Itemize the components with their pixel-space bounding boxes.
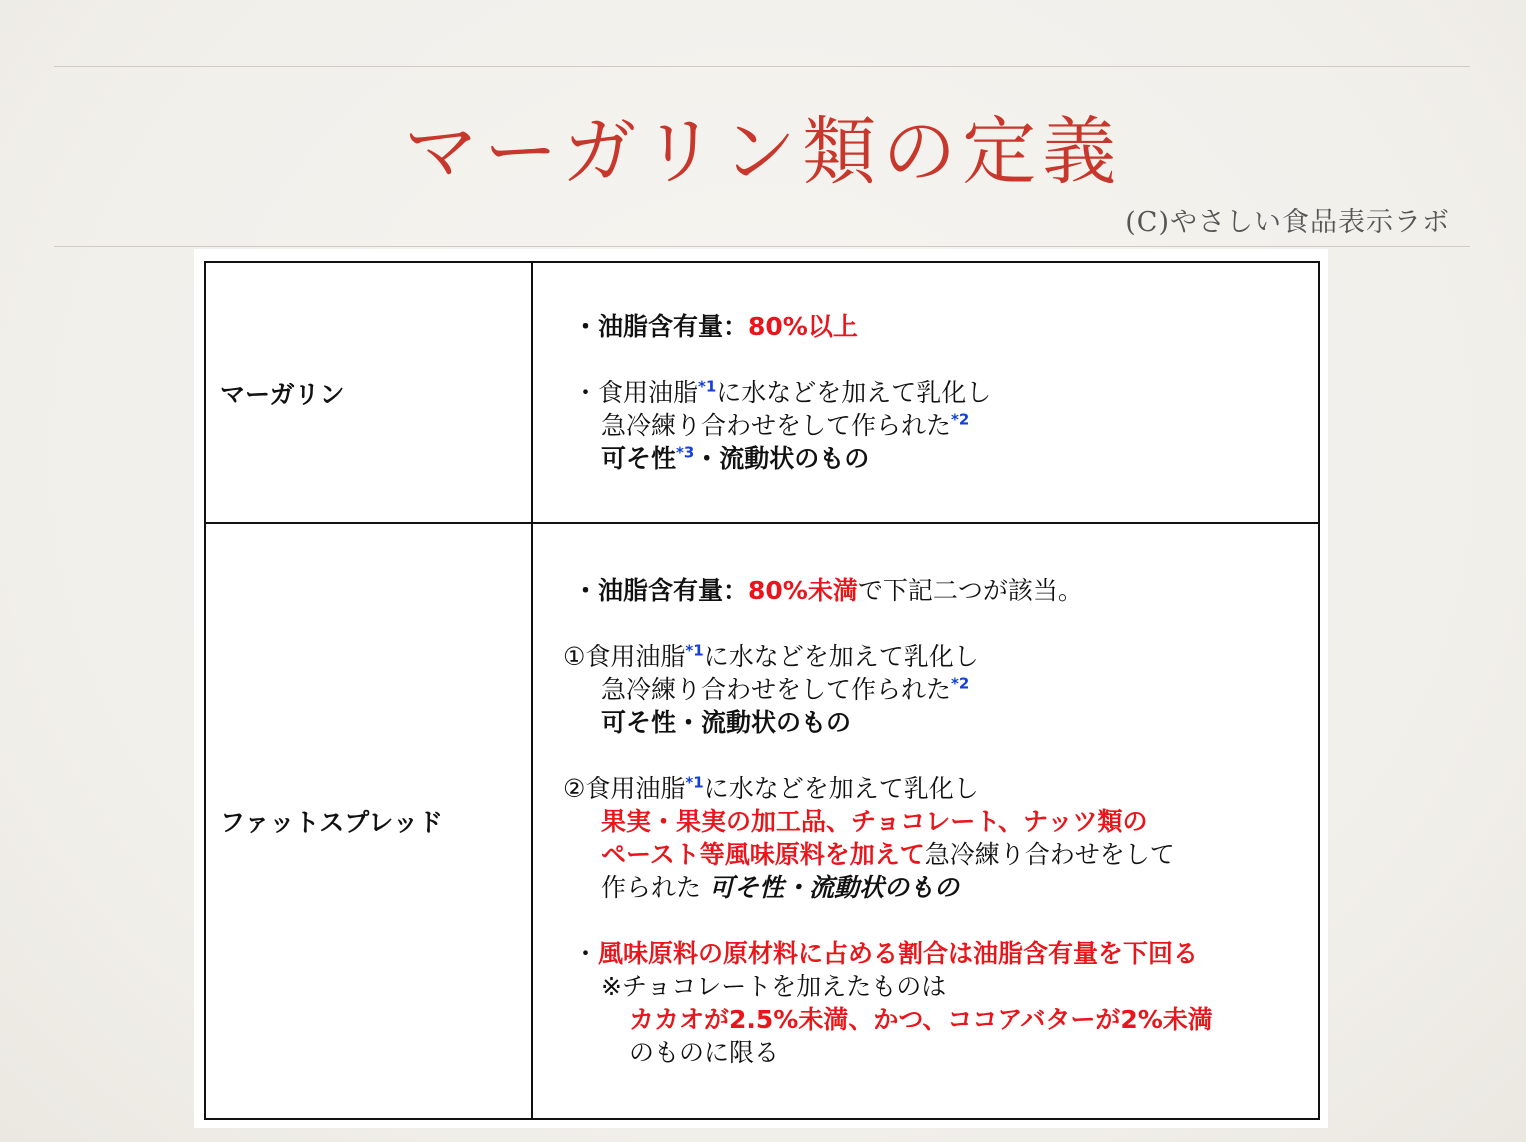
- slide-title: マーガリン類の定義: [403, 109, 1123, 195]
- top-divider: [54, 66, 1470, 67]
- footnote-1: *1: [698, 377, 717, 396]
- definition-table: [204, 261, 1320, 1120]
- footnote-2: *2: [951, 410, 970, 429]
- term-margarine: マーガリン: [205, 262, 532, 523]
- desc-margarine: [532, 262, 1319, 523]
- fat-spread-oil-value: 80%未満: [748, 575, 858, 605]
- copyright-credit: (C)やさしい食品表示ラボ: [1125, 207, 1450, 238]
- bottom-divider: [54, 246, 1470, 247]
- condition-1-line-1: ①食用油脂$^{*1}$に水などを加えて乳化し: [563, 641, 979, 671]
- margarine-desc-line-3: 可そ性$^{*3}$・流動状のもの: [601, 443, 870, 473]
- flavor-rule-line: ・風味原料の原材料に占める割合は油脂含有量を下回る: [573, 938, 1199, 968]
- condition-1-line-2: 急冷練り合わせをして作られた$^{*2}$: [601, 674, 970, 704]
- condition-2-line-4: 作られた 可そ性・流動状のもの: [601, 872, 959, 902]
- oil-content-value: 80%以上: [748, 312, 858, 341]
- chocolate-note-line: ※チョコレートを加えたものは: [601, 971, 947, 1001]
- fat-spread-oil-line: ・油脂含有量：80%未満で下記二つが該当。: [573, 575, 1083, 605]
- desc-fat-spread: [532, 523, 1319, 1119]
- margarine-desc-line-2: 急冷練り合わせをして作られた$^{*2}$: [601, 410, 970, 440]
- condition-1-line-3: 可そ性・流動状のもの: [601, 707, 852, 737]
- term-fat-spread: ファットスプレッド: [205, 523, 532, 1119]
- condition-2-line-1: ②食用油脂$^{*1}$に水などを加えて乳化し: [563, 773, 979, 803]
- row-fat-spread: [205, 523, 1319, 1119]
- cacao-limit-line: カカオが2.5%未満、かつ、ココアバターが2%未満: [629, 1004, 1213, 1034]
- limit-end-line: のものに限る: [629, 1037, 780, 1067]
- row-margarine: [205, 262, 1319, 523]
- condition-2-line-3: ペースト等風味原料を加えて急冷練り合わせをして: [601, 839, 1175, 869]
- oil-content-line: ・油脂含有量：80%以上: [573, 312, 858, 341]
- margarine-desc-line-1: ・食用油脂$^{*1}$に水などを加えて乳化し: [573, 377, 992, 407]
- condition-2-line-2: 果実・果実の加工品、チョコレート、ナッツ類の: [601, 806, 1148, 836]
- footnote-3: *3: [676, 443, 695, 462]
